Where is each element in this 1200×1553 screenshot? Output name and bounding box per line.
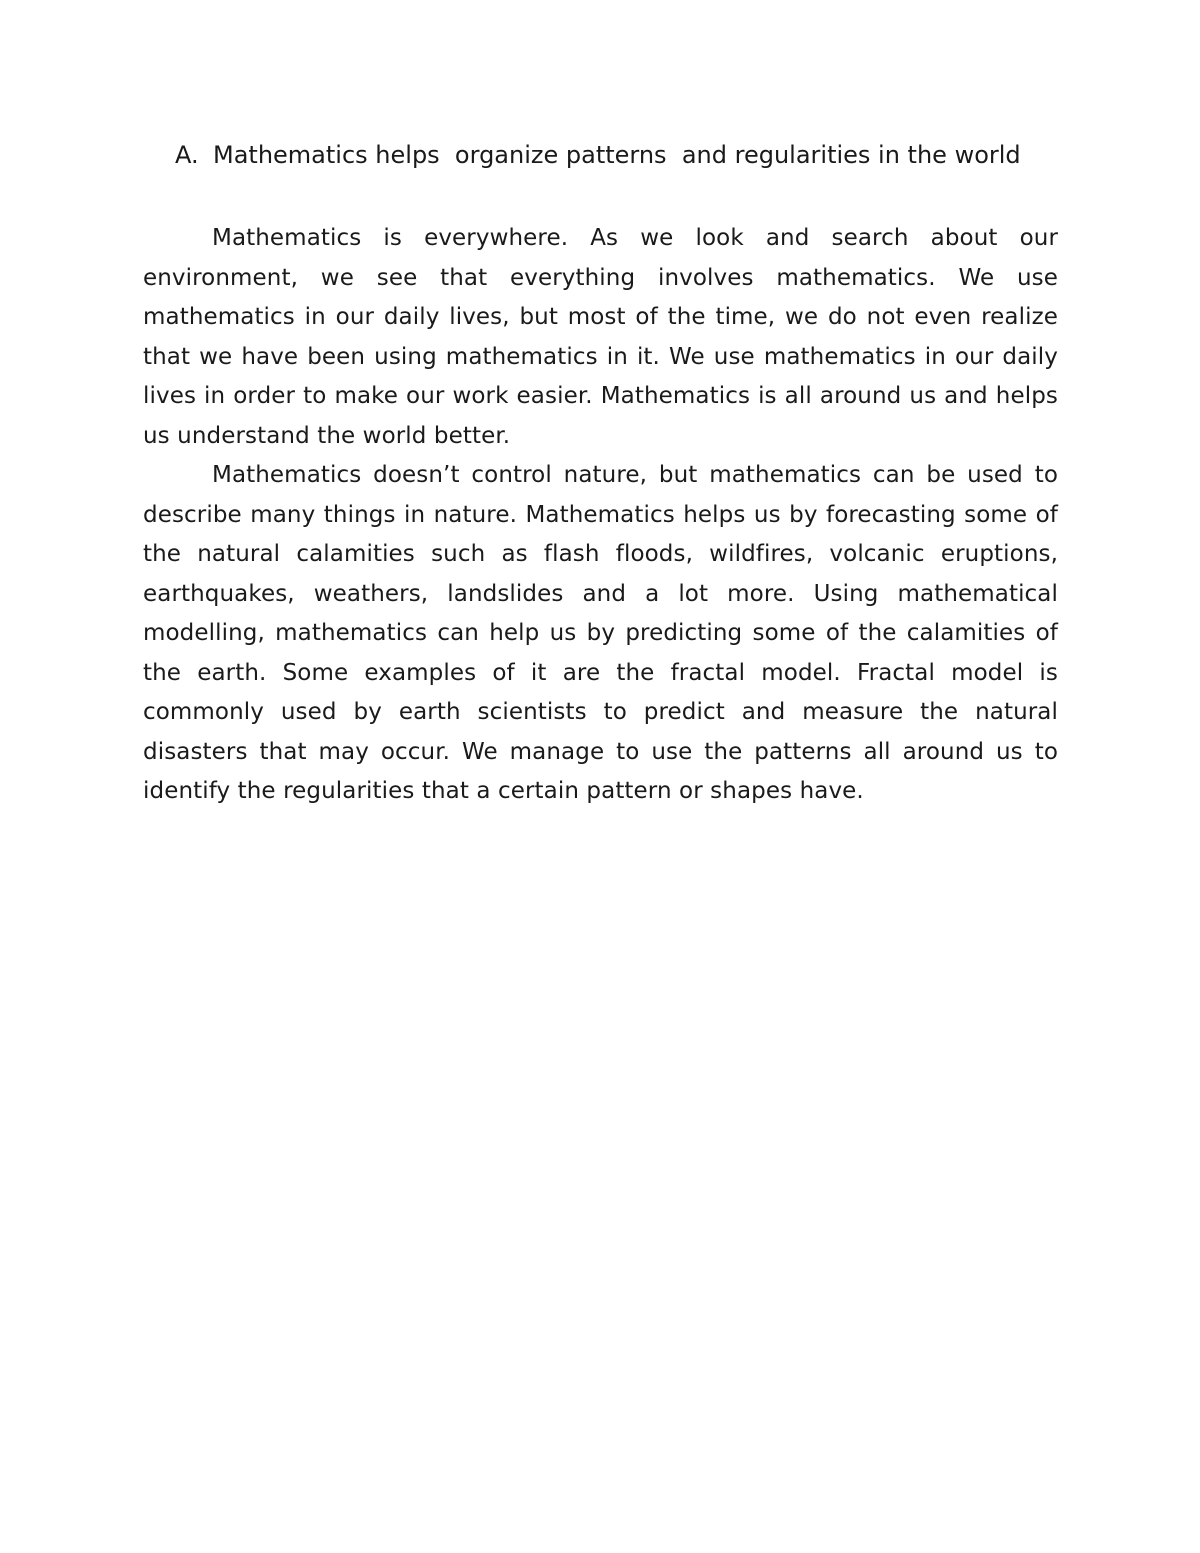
list-marker: A.	[175, 141, 199, 169]
body-text	[143, 219, 1058, 812]
section-heading	[175, 137, 1075, 173]
section-heading-text: Mathematics helps organize patterns and regularities in the world	[213, 141, 1021, 169]
paragraph-1: Mathematics is everywhere. As we look and search about our environment, we see that everything involves mathematics. We use mathematics in our daily lives, but most of the time, we do not even realize that we have been using mathematics in it. We use mathematics in our daily lives in order to make our work easier. Mathematics is all around us and helps us understand the world better.	[143, 225, 1058, 449]
paragraph-2: Mathematics doesn’t control nature, but mathematics can be used to describe many things in nature. Mathematics helps us by forecasting some of the natural calamities such as flash floods, wildfires, volcanic eruptions, earthquakes, weathers, landslides and a lot more. Using mathematical modelling, mathematics can help us by predicting some of the calamities of the earth. Some examples of it are the fractal model. Fractal model is commonly used by earth scientists to predict and measure the natural disasters that may occur. We manage to use the patterns all around us to identify the regularities that a certain pattern or shapes have.	[143, 462, 1058, 804]
